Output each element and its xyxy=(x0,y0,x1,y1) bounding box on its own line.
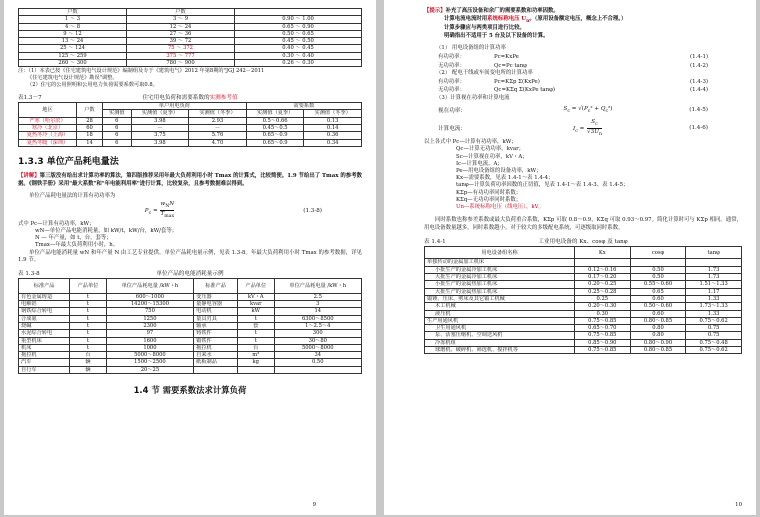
table-note: 《住宅建筑电气设计规范》勘误"调整。 xyxy=(27,74,118,81)
product-energy-table xyxy=(18,278,362,374)
table-row: 用电设备组名称 Kx cosφ tanφ xyxy=(425,247,742,259)
table-caption: 表 1.3-8 单位产品的电能消耗量示例 xyxy=(18,270,224,277)
tip-line: 计算步骤应与两类项目进行比较。 xyxy=(444,25,525,32)
table-row: 球磨机、破碎机、筛选机、搅拌机等 0.75～0.85 0.80～0.85 0.75～0.62 xyxy=(425,347,742,354)
section-heading: 1.4 节 需要系数法求计算负荷 xyxy=(133,384,247,395)
paragraph: 单位产品电能消耗量 wN 和年产量 N 由工艺专业提供。单位产品耗电量示例，见表 1.3-8。年最大负荷利用小时 Tmax 的参考数据，详见 1.9 节。 xyxy=(18,249,362,264)
table-row: 夏热冬暖（深圳） 14 6 3.98 4.70 0.65～0.9 0.34 xyxy=(19,139,362,146)
table-row: 钢铁综合转电 t 750 电动机 kW 14 xyxy=(19,308,362,315)
right-page xyxy=(384,0,756,515)
table-row: 拖拉机 台 5000～8000 自来水 m³ 34 xyxy=(19,352,362,359)
table-row: 小批生产的金属热加工机床 0.20～0.25 0.55～0.60 1.51～1.33 xyxy=(425,281,742,288)
formula-1-4-5: 视在功率： $S_c = √(P_c^2 + Q_c^2)$ (1.4-5) xyxy=(438,105,708,114)
table-row: 13 ～ 24 39 ～ 72 0.45 ～ 0.50 xyxy=(19,38,362,45)
item-heading: （2） 配电干线或车间变电所的计算功率 xyxy=(436,70,533,77)
table-row: 木工机械 0.20～0.30 0.50～0.60 1.73～1.33 xyxy=(425,303,742,310)
industrial-demand-table xyxy=(424,246,742,354)
formula-1-4-6: 计算电流： $I_c$ = $\frac{S_c}{√3U_n}$ (1.4-6) xyxy=(438,118,708,137)
page-number: 10 xyxy=(735,502,742,508)
demand-factor-table xyxy=(18,8,362,67)
table-row: 烧碱 t 2300 轴承 套 1～2.5～4 xyxy=(19,322,362,329)
table-row: 水泥综合转电 t 97 铸铁件 t 300 xyxy=(19,330,362,337)
table-row: 汽车 辆 1500～2500 纸板制品 kg 0.50 xyxy=(19,359,362,366)
table-row: 1 ～ 3 3 ～ 9 0.90 ～ 1.00 xyxy=(19,16,362,23)
left-page xyxy=(4,0,376,515)
formula-line: 有功功率： Pc=KΣp Σ(KxPe) (1.4-3) xyxy=(438,78,708,85)
table-row: 锻锤、压床、剪床及其它锻工机械 0.25 0.60 1.33 xyxy=(425,295,742,302)
residential-load-table xyxy=(18,102,362,147)
table-row: 4 ～ 8 12 ～ 24 0.65 ～ 0.90 xyxy=(19,23,362,30)
table-row: 严寒（哈尔滨） 28 6 3.98 2.93 0.5～0.66 0.13 xyxy=(19,117,362,124)
table-row: 125 ～ 259 375 ～ 777 0.30 ～ 0.40 xyxy=(19,52,362,59)
paragraph: 单位产品耗电量法的计算有功功率为 xyxy=(29,193,116,200)
table-row: 户数 户数 xyxy=(19,9,362,16)
table-row: 标准产品 产品单位 单位产品耗电量 /kW・h 标准产品 产品单位 单位产品耗电量 /kW・h xyxy=(19,278,362,293)
table-row: 自行车 辆 20～25 xyxy=(19,366,362,373)
formula-line: 有功功率： Pc=KxPe (1.4-1) xyxy=(438,54,708,61)
item-heading: （3）计算视在功率和计算电流 xyxy=(436,94,510,101)
page-number: 9 xyxy=(312,502,316,508)
table-row: 25 ～ 124 75 ～ 372 0.40 ～ 0.45 xyxy=(19,45,362,52)
table-row: 生产用通风机 0.75～0.85 0.80～0.85 0.75～0.62 xyxy=(425,317,742,324)
table-row: 寒冷（北京） 60 6 － － 0.45～0.5 0.14 xyxy=(19,125,362,132)
table-row: 泵、活塞压缩机、空调送风机 0.75～0.85 0.80 0.75 xyxy=(425,332,742,339)
table-row: 260 ～ 300 780 ～ 900 0.26 ～ 0.30 xyxy=(19,60,362,67)
table-row: 有色金属铸造 t 600～1000 变压器 kV・A 2.5 xyxy=(19,293,362,300)
table-row: 夏热冬冷（上海） 18 6 3.75 5.76 0.65～0.9 0.36 xyxy=(19,132,362,139)
table-row: 小批生产的金属冷加工机床 0.12～0.16 0.50 1.73 xyxy=(425,266,742,273)
table-row: 9 ～ 12 27 ～ 36 0.50 ～ 0.65 xyxy=(19,30,362,37)
table-row: 实测值 实测值（夏季） 实测值（冬季） 实测值（夏季） 实测值（冬季） xyxy=(19,110,362,117)
table-row: 卫生用通风机 0.65～0.70 0.80 0.75 xyxy=(425,325,742,332)
table-row: 合成氨 t 1250 量具刃具 t 6300～8500 xyxy=(19,315,362,322)
formula-line: 无功功率： Qc=Pc tanφ (1.4-2) xyxy=(438,62,708,69)
table-note: （2）住宅的公用照明和公用电力负荷需要系数可取0.8。 xyxy=(27,81,158,88)
table-row: 机床 t 1000 拖拉机 台 5000～8000 xyxy=(19,344,362,351)
table-row: 电解铝 t 14200～15300 量静电容器 kvar 3 xyxy=(19,301,362,308)
table-caption: 表 1.4-1 工业用电设备的 Kx、cosφ 及 tanφ xyxy=(424,239,628,246)
table-row: 冷冻机组 0.85～0.90 0.80～0.90 0.75～0.48 xyxy=(425,339,742,346)
item-heading: （1） 用电设备组的计算功率 xyxy=(436,45,506,52)
symbol-definitions: 式中 Pc—计算有功功率，kW； wN—单位产品电能消耗量，如 kW/t，kW/台，kW/套等； N — 年产量，如 t，台，套等； Tmax—年最大负荷利用小时，h。 xyxy=(18,220,178,249)
tip: 【提示】补充了高压设备和余厂的需要系数和功率因数。 xyxy=(424,8,559,14)
table-row: 液压机 0.30 0.60 1.33 xyxy=(425,310,742,317)
table-note: 注：（1）本表已按《住宅建筑电气设计规范》编制组及专于《建筑电气》2012 年第8期的"JGJ 242－2011 xyxy=(18,68,265,75)
formula-line: 无功功率： Qc=KΣq Σ(KxPe tanφ) (1.4-4) xyxy=(438,87,708,94)
symbol-definitions: 以上各式中 Pc—计算有功功率，kW； Qc—计算无功功率，kvar； Sc—计算视在功率，kV・A； Ic—计算电流，A； Pe—用电设备组的设备功率，kW； Kx—需要系数，见表 1.4-1～表 1.4-4； tanφ—计算负荷功率因数的正切值，见表 1.4-1～表 1.4-3、表 1.4-5； KΣp—有功功率同时系数； KΣq—无功功率同时系数； Un—系统标称电压（线电压），kV。 xyxy=(424,139,629,211)
table-row: 大批生产的金属热加工机床 0.25～0.28 0.65 1.17 xyxy=(425,288,742,295)
tip-line: 明确指出不适用于 5 台及以下设备的计算。 xyxy=(444,32,549,39)
section-heading: 1.3.3 单位产品耗电量法 xyxy=(18,156,119,167)
table-row: 重型机床 t 1600 锻铁件 t 30～80 xyxy=(19,337,362,344)
table-row: 地区 户数 单户用电负荷 需要系数 xyxy=(19,103,362,110)
table-caption: 表1.3－7 住宅用电负荷和需要系数的实测参考值 xyxy=(18,95,238,102)
tip-line: 计算电流电流时用系统标称电压 $U_n$。（原用设备额定电压，概念上不合理。） xyxy=(444,15,627,24)
paragraph: 同时系数也称参差系数或最大负荷重合系数，KΣp 可取 0.8～0.9，KΣq 可取 0.93～0.97。简化计算时可与 KΣp 相同。通常，用电设备数量越多，同时系数越小。对于较大的多级配电系统，可逐级取同时系数。 xyxy=(424,217,742,231)
table-row: 大批生产的金属冷加工机床 0.17～0.20 0.50 1.73 xyxy=(425,274,742,281)
table-row: 单独传动的金属加工机床 xyxy=(425,259,742,266)
explanation: 【讲解】第三版没有给出求计算功率的算法，第四版推荐采用年最大负荷利用小时 Tmax 的计算式，比较简便。1.9 节给出了 Tmax 的参考数据。《钢铁手册》采用"最大系数"和"年电能利用率"进行计算，比较复杂，且参考数据难以得到。 xyxy=(18,172,362,187)
formula-1-3-8: $P_c$ = $\frac{w_NN}{T_{max}}$ (1.3-8) xyxy=(144,201,322,220)
